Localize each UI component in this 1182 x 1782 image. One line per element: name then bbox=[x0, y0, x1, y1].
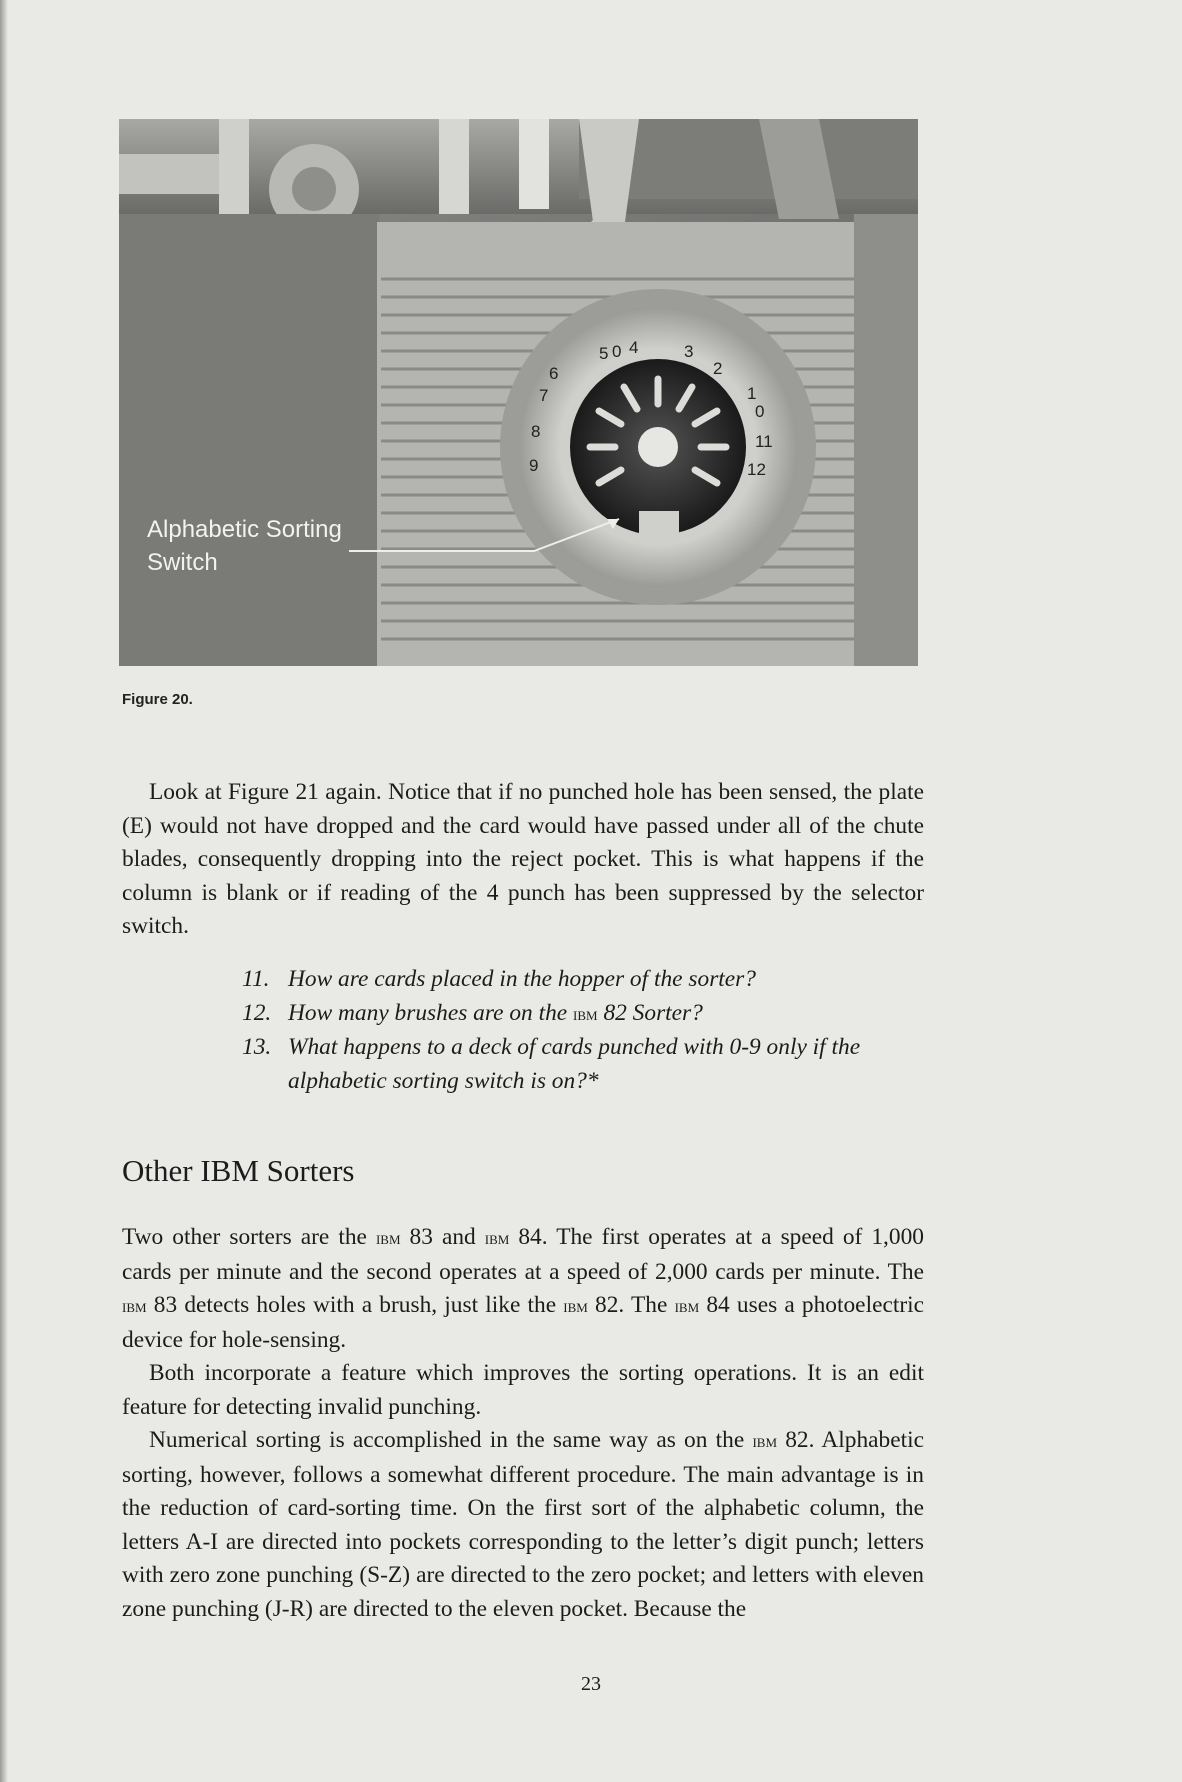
callout-label-line1: Alphabetic Sorting bbox=[147, 516, 342, 543]
ibm-smallcaps: ibm bbox=[563, 1296, 588, 1317]
section-heading: Other IBM Sorters bbox=[122, 1153, 355, 1188]
dial-number: 8 bbox=[531, 422, 541, 441]
section-body bbox=[122, 1221, 924, 1626]
dial-number: 1 bbox=[747, 384, 757, 403]
figure-caption: Figure 20. bbox=[122, 691, 193, 708]
ibm-smallcaps: ibm bbox=[752, 1431, 777, 1452]
question-text bbox=[288, 997, 927, 1032]
dial-number: 3 bbox=[684, 342, 694, 361]
paragraph-other-sorters bbox=[122, 1221, 924, 1357]
dial-number: 0 bbox=[755, 402, 765, 421]
text-run: 82. Alphabetic sorting, however, follows a somewhat different procedure. The main advantage is in the reduction of card-sorting time. On the first sort of the alphabetic column, the letters A-I are directed into pockets corresponding to the letter’s digit punch; letters with zero zone punching (S-Z) are directed to the zero pocket; and letters with eleven zone punching (J-R) are directed to the eleven pocket. Because the bbox=[122, 1427, 924, 1622]
question-item bbox=[242, 1031, 927, 1098]
ibm-smallcaps: ibm bbox=[122, 1296, 147, 1317]
paragraph-reject-pocket bbox=[122, 776, 924, 944]
ibm-smallcaps: ibm bbox=[375, 1228, 401, 1249]
figure-20-photo bbox=[119, 119, 918, 666]
dial-number: 12 bbox=[747, 460, 766, 479]
dial-number: 6 bbox=[549, 364, 559, 383]
question-number: 12. bbox=[242, 999, 272, 1026]
page-number: 23 bbox=[581, 1673, 601, 1695]
paragraph-alphabetic-sorting bbox=[122, 1424, 924, 1626]
question-text-end: 82 Sorter? bbox=[603, 999, 703, 1026]
text-run: 82. The bbox=[595, 1292, 668, 1318]
dial-number: 5 bbox=[599, 344, 609, 363]
page-edge-shadow bbox=[0, 0, 8, 1782]
text-run: 83 and bbox=[409, 1224, 476, 1250]
question-item bbox=[242, 963, 927, 997]
review-questions bbox=[242, 963, 927, 1098]
paragraph-edit-feature: Both incorporate a feature which improves the sorting operations. It is an edit feature for detecting invalid punching. bbox=[122, 1360, 924, 1420]
text-run: 84 uses a photoelectric device for hole-sensing. bbox=[122, 1292, 924, 1353]
text-run: Numerical sorting is accomplished in the same way as on the bbox=[149, 1427, 745, 1453]
callout-label-line2: Switch bbox=[147, 549, 218, 576]
question-text-start: How many brushes are on the bbox=[288, 999, 568, 1026]
ibm-smallcaps: ibm bbox=[573, 1003, 598, 1025]
paragraph-text: Look at Figure 21 again. Notice that if no punched hole has been sensed, the plate (E) would not have dropped and the card would have passed under all of the chute blades, consequently dropping into the reject pocket. This is what happens if the column is blank or if reading of the 4 punch has been suppressed by the selector switch. bbox=[122, 779, 924, 939]
dial-number: 7 bbox=[539, 386, 549, 405]
question-item bbox=[242, 997, 927, 1032]
dial-number: 9 bbox=[529, 456, 539, 475]
ibm-smallcaps: ibm bbox=[674, 1296, 700, 1317]
text-run: 83 detects holes with a brush, just like the bbox=[153, 1292, 557, 1318]
dial-number: 0 bbox=[612, 342, 622, 361]
text-run: Two other sorters are the bbox=[122, 1224, 367, 1250]
question-number: 11. bbox=[242, 966, 270, 992]
ibm-smallcaps: ibm bbox=[484, 1228, 510, 1249]
question-number: 13. bbox=[242, 1034, 272, 1060]
dial-number: 11 bbox=[755, 432, 773, 451]
dial-number: 4 bbox=[629, 338, 639, 357]
question-text: What happens to a deck of cards punched with 0-9 only if the alphabetic sorting switch is on?* bbox=[288, 1034, 861, 1094]
question-text: How are cards placed in the hopper of the sorter? bbox=[288, 966, 756, 992]
text-run: 84. The first operates at a speed of 1,000 cards per minute and the second operates at a speed of 2,000 cards per minute. The bbox=[122, 1224, 924, 1285]
dial-number: 2 bbox=[713, 359, 723, 378]
